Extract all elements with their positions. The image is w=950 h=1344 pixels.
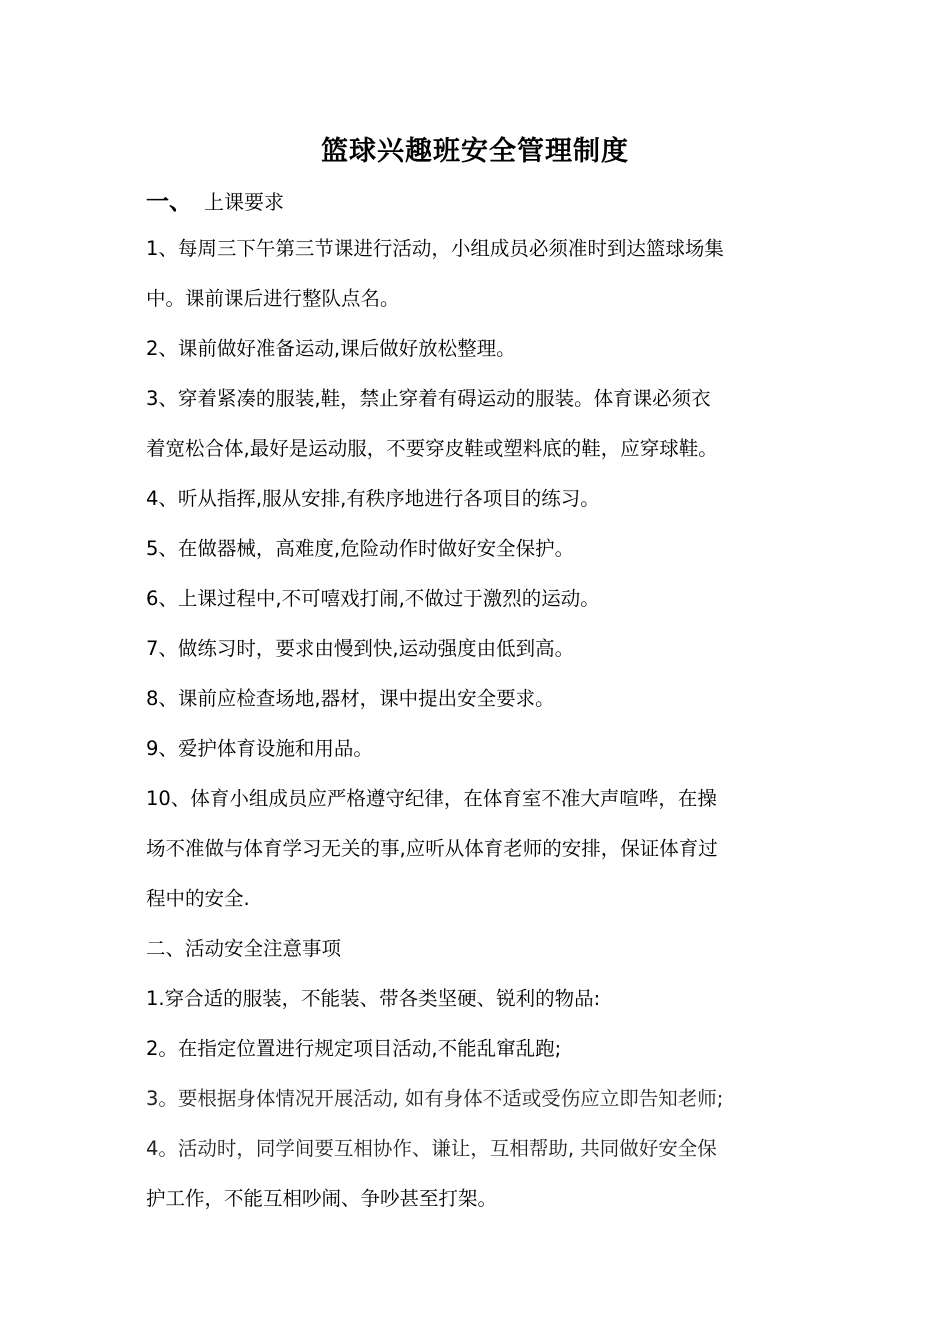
paragraph-line: 2。在指定位置进行规定项目活动,不能乱窜乱跑;: [146, 1037, 562, 1060]
section-1-heading: [146, 186, 284, 218]
section-1-number: 一、: [146, 188, 192, 215]
paragraph-line: 4、听从指挥,服从安排,有秩序地进行各项目的练习。: [146, 487, 600, 510]
paragraph-line: 2、课前做好准备运动,课后做好放松整理。: [146, 337, 516, 360]
section-2-heading: 二、活动安全注意事项: [146, 937, 342, 960]
paragraph-line: 7、做练习时，要求由慢到快,运动强度由低到高。: [146, 637, 575, 660]
document-title: 篮球兴趣班安全管理制度: [321, 136, 629, 167]
section-1-heading-text: 上课要求: [204, 190, 284, 214]
paragraph-line: 4。活动时，同学间要互相协作、谦让，互相帮助, 共同做好安全保: [146, 1137, 717, 1160]
paragraph-line: 3。要根据身体情况开展活动, 如有身体不适或受伤应立即告知老师;: [146, 1087, 724, 1110]
paragraph-line: 1.穿合适的服装，不能装、带各类坚硬、锐利的物品:: [146, 987, 601, 1010]
paragraph-line: 5、在做器械，高难度,危险动作时做好安全保护。: [146, 537, 575, 560]
paragraph-line: 1、每周三下午第三节课进行活动，小组成员必须准时到达篮球场集: [146, 237, 724, 260]
paragraph-line: 护工作，不能互相吵闹、争吵甚至打架。: [146, 1187, 498, 1210]
paragraph-line: 中。课前课后进行整队点名。: [146, 287, 400, 310]
paragraph-line: 场不准做与体育学习无关的事,应听从体育老师的安排，保证体育过: [146, 837, 718, 860]
paragraph-line: 8、课前应检查场地,器材，课中提出安全要求。: [146, 687, 555, 710]
paragraph-line: 程中的安全.: [146, 887, 250, 910]
paragraph-line: 着宽松合体,最好是运动服，不要穿皮鞋或塑料底的鞋，应穿球鞋。: [146, 437, 718, 460]
paragraph-line: 9、爱护体育设施和用品。: [146, 737, 373, 760]
paragraph-line: 6、上课过程中,不可嘻戏打闹,不做过于激烈的运动。: [146, 587, 600, 610]
paragraph-line: 10、体育小组成员应严格遵守纪律，在体育室不准大声喧哗，在操: [146, 787, 717, 810]
paragraph-line: 3、穿着紧凑的服装,鞋，禁止穿着有碍运动的服装。体育课必须衣: [146, 387, 711, 410]
